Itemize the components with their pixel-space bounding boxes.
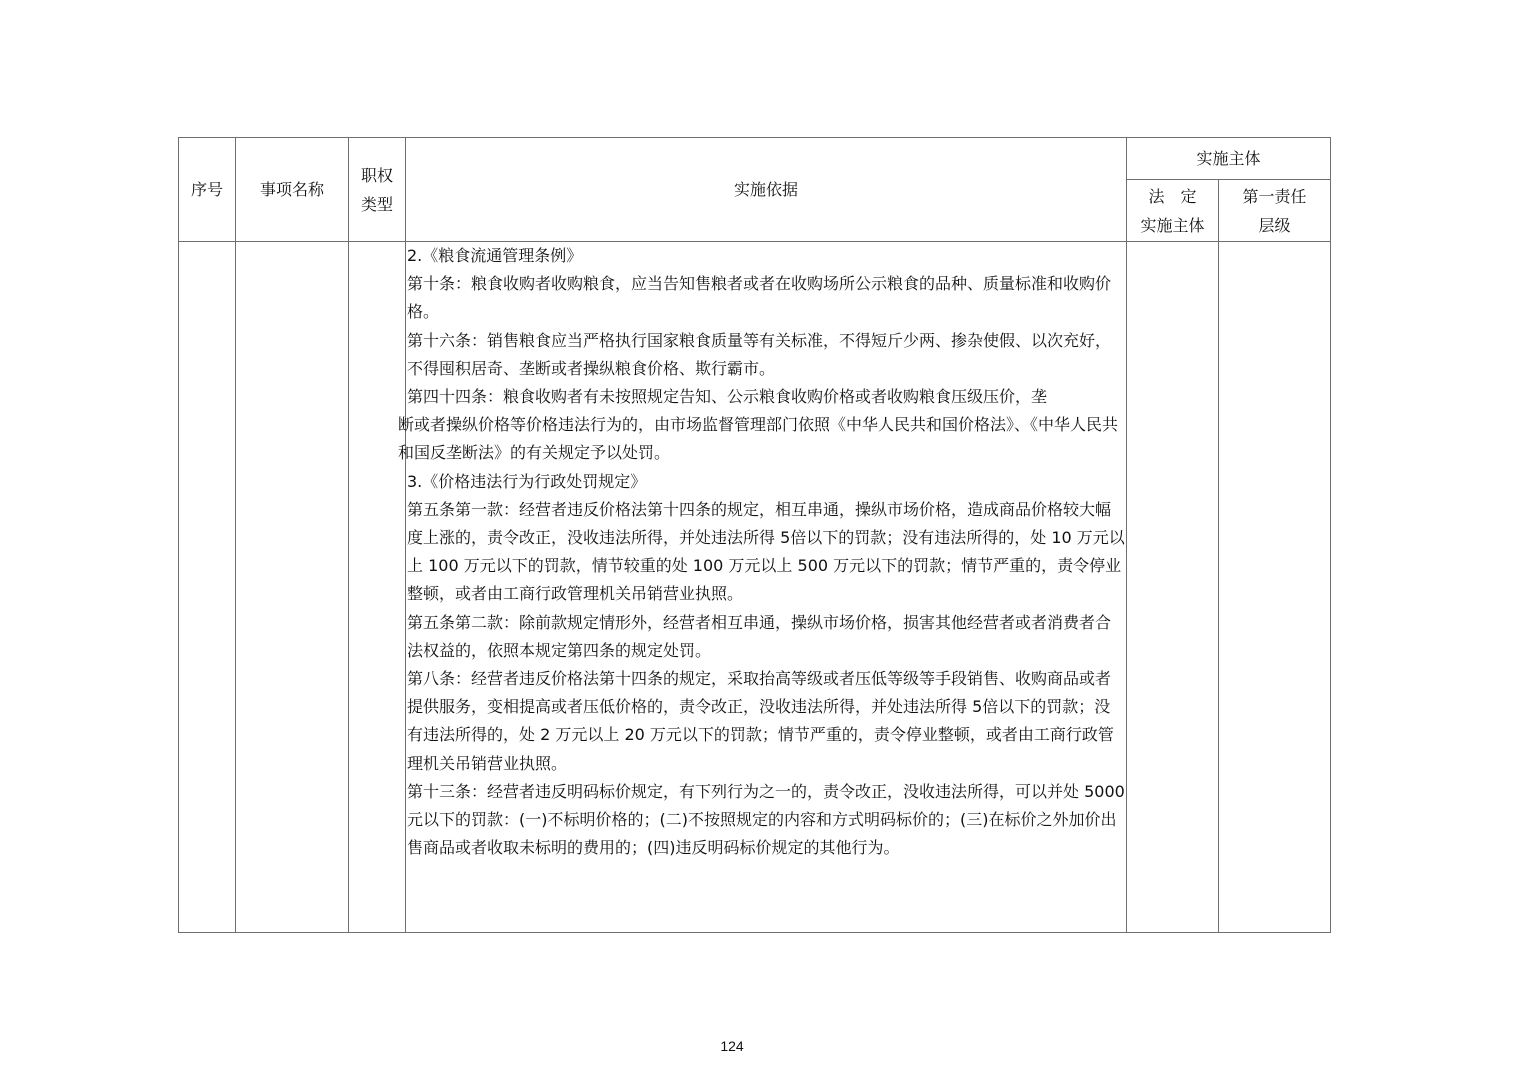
page-number: 124: [720, 1038, 744, 1054]
cell-basis: [398, 242, 1127, 933]
cell-responsibility: [1219, 242, 1331, 933]
header-responsibility-line1: 第一责任: [1242, 186, 1307, 206]
cell-power-type: [349, 242, 406, 933]
basis-article-continuation: 断或者操纵价格等价格违法行为的，由市场监督管理部门依照《中华人民共和国价格法》、《中华人民共和国反垄断法》的有关规定予以处罚。: [398, 415, 1119, 463]
header-responsibility-line2: 层级: [1258, 215, 1291, 235]
header-basis: 实施依据: [406, 138, 1127, 242]
header-legal-subject-line1: 法 定: [1148, 186, 1197, 206]
basis-article: 第十三条：经营者违反明码标价规定，有下列行为之一的，责令改正，没收违法所得，可以并处 5000 元以下的罚款：(一)不标明价格的；(二)不按照规定的内容和方式明码标价的；(三)在标价之外加价出售商品或者收取未标明的费用的；(四)违反明码标价规定的其他行为。: [407, 781, 1125, 858]
header-legal-subject: [1127, 180, 1219, 242]
basis-article: 第十六条：销售粮食应当严格执行国家粮食质量等有关标准，不得短斤少两、掺杂使假、以次充好，不得囤积居奇、垄断或者操纵粮食价格、欺行霸市。: [407, 330, 1112, 378]
basis-article: 第五条第一款：经营者违反价格法第十四条的规定，相互串通，操纵市场价格，造成商品价格较大幅度上涨的，责令改正，没收违法所得，并处违法所得 5倍以下的罚款；没有违法所得的，处 10 万元以上 100 万元以下的罚款，情节较重的处 100 万元以上 500 万元以下的罚款；情节严重的，责令停业整顿，或者由工商行政管理机关吊销营业执照。: [407, 499, 1125, 604]
cell-legal-subject: [1127, 242, 1219, 933]
regulation-table: [178, 137, 1331, 933]
basis-article: 第八条：经营者违反价格法第十四条的规定，采取抬高等级或者压低等级等手段销售、收购商品或者提供服务，变相提高或者压低价格的，责令改正，没收违法所得，并处违法所得 5倍以下的罚款；没有违法所得的，处 2 万元以上 20 万元以下的罚款；情节严重的，责令停业整顿，或者由工商行政管理机关吊销营业执照。: [407, 669, 1114, 773]
header-item-name: 事项名称: [236, 138, 349, 242]
header-power-type-line1: 职权: [360, 165, 393, 185]
cell-item-name: [236, 242, 349, 933]
header-seq: 序号: [179, 138, 236, 242]
header-responsibility: [1219, 180, 1331, 242]
header-subject: 实施主体: [1127, 138, 1331, 180]
header-legal-subject-line2: 实施主体: [1140, 215, 1205, 235]
basis-law-title: 2.《粮食流通管理条例》: [407, 246, 583, 265]
basis-article: 第四十四条：粮食收购者有未按照规定告知、公示粮食收购价格或者收购粮食压级压价，垄: [407, 387, 1048, 407]
basis-article: 第五条第二款：除前款规定情形外，经营者相互串通，操纵市场价格，损害其他经营者或者消费者合法权益的，依照本规定第四条的规定处罚。: [407, 612, 1112, 660]
header-power-type-line2: 类型: [360, 194, 393, 214]
cell-seq: [179, 242, 236, 933]
basis-article: 第十条：粮食收购者收购粮食，应当告知售粮者或者在收购场所公示粮食的品种、质量标准和收购价格。: [407, 274, 1112, 322]
header-power-type: [349, 138, 406, 242]
basis-law-title: 3.《价格违法行为行政处罚规定》: [407, 471, 647, 491]
